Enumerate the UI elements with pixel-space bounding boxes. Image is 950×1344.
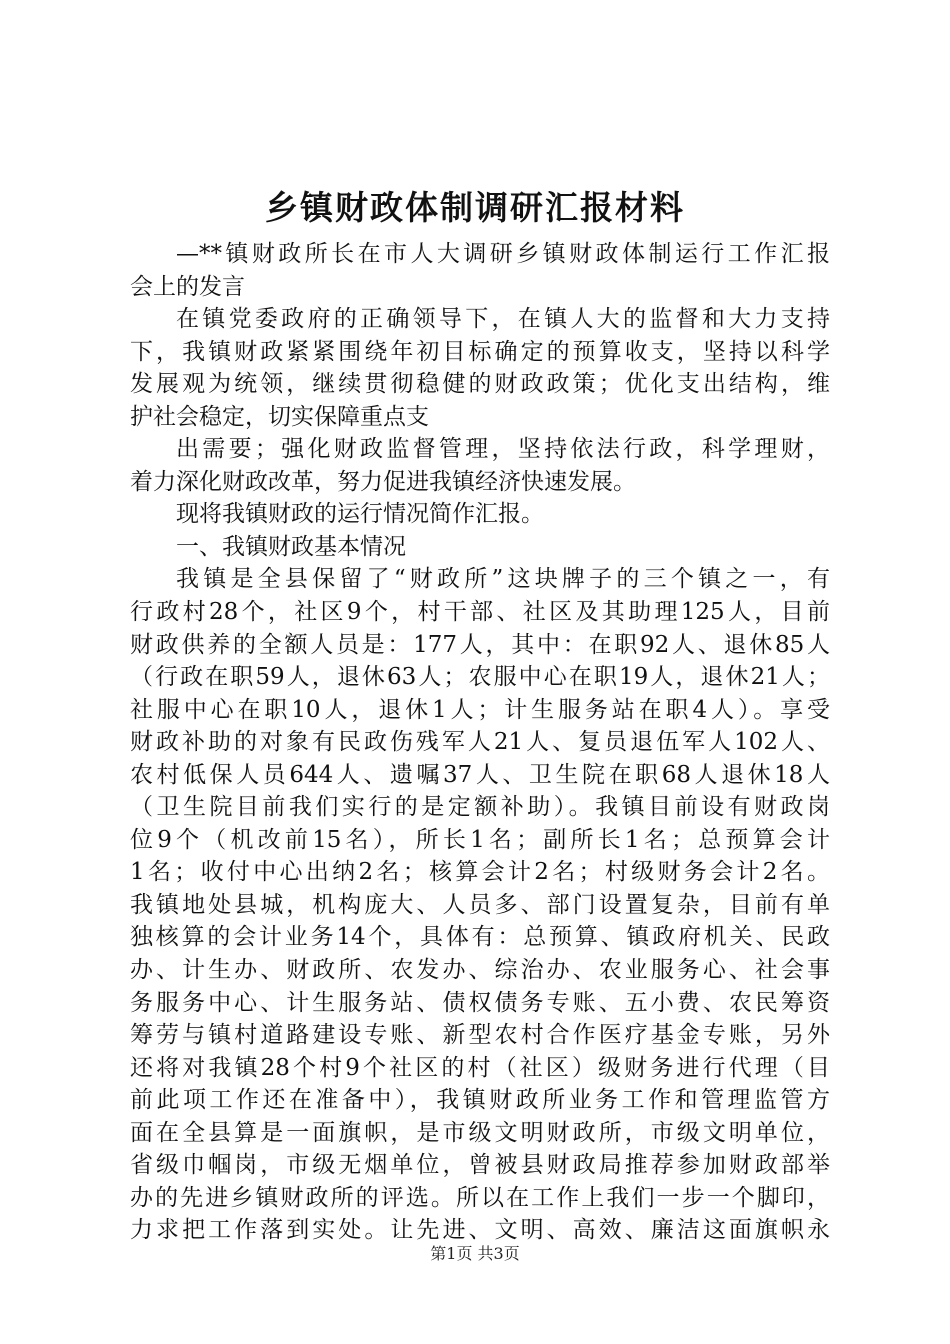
body-line: 下，我镇财政紧紧围绕年初目标确定的预算收支，坚持以科学: [130, 338, 830, 365]
body-line: （卫生院目前我们实行的是定额补助）。我镇目前设有财政岗: [130, 794, 830, 821]
document-body: [130, 238, 830, 1247]
body-line: 一、我镇财政基本情况: [176, 533, 406, 560]
body-line: 现将我镇财政的运行情况简作汇报。: [176, 501, 544, 528]
body-line: 位9个（机改前15名），所长1名；副所长1名；总预算会计: [130, 826, 830, 853]
body-line: 我镇地处县城，机构庞大、人员多、部门设置复杂，目前有单: [130, 891, 830, 918]
body-line: 筹劳与镇村道路建设专账、新型农村合作医疗基金专账，另外: [130, 1022, 830, 1049]
body-line: 办的先进乡镇财政所的评选。所以在工作上我们一步一个脚印，: [130, 1184, 830, 1211]
page-footer: 第1页 共3页: [430, 1244, 520, 1263]
body-line: 省级巾帼岗，市级无烟单位，曾被县财政局推荐参加财政部举: [130, 1152, 830, 1179]
body-line: 财政供养的全额人员是：177人，其中：在职92人、退休85人: [130, 631, 830, 658]
body-line: （行政在职59人，退休63人；农服中心在职19人，退休21人；: [130, 664, 830, 691]
body-line: 护社会稳定，切实保障重点支: [130, 403, 429, 430]
document-title: 乡镇财政体制调研汇报材料: [265, 188, 685, 227]
body-line: 独核算的会计业务14个，具体有：总预算、镇政府机关、民政: [130, 924, 830, 951]
body-line: 会上的发言: [130, 273, 245, 300]
body-line: 财政补助的对象有民政伤残军人21人、复员退伍军人102人、: [130, 729, 830, 756]
body-line: 在镇党委政府的正确领导下，在镇人大的监督和大力支持: [176, 306, 830, 333]
body-line: 还将对我镇28个村9个社区的村（社区）级财务进行代理（目: [130, 1054, 830, 1081]
body-line: 面在全县算是一面旗帜，是市级文明财政所，市级文明单位，: [130, 1119, 830, 1146]
body-line: 发展观为统领，继续贯彻稳健的财政政策；优化支出结构，维: [130, 371, 830, 398]
body-line: 出需要；强化财政监督管理，坚持依法行政，科学理财，: [176, 436, 830, 463]
body-line: 办、计生办、财政所、农发办、综治办、农业服务心、社会事: [130, 957, 830, 984]
body-line: 农村低保人员644人、遗嘱37人、卫生院在职68人退休18人: [130, 761, 830, 788]
body-line: 务服务中心、计生服务站、债权债务专账、五小费、农民筹资: [130, 989, 830, 1016]
body-line: —**镇财政所长在市人大调研乡镇财政体制运行工作汇报: [176, 241, 830, 267]
body-line: 我镇是全县保留了“财政所”这块牌子的三个镇之一，有: [176, 566, 830, 593]
body-line: 1名；收付中心出纳2名；核算会计2名；村级财务会计2名。: [130, 859, 830, 886]
body-line: 力求把工作落到实处。让先进、文明、高效、廉洁这面旗帜永: [130, 1217, 830, 1244]
body-line: 前此项工作还在准备中），我镇财政所业务工作和管理监管方: [130, 1087, 830, 1114]
body-line: 行政村28个，社区9个，村干部、社区及其助理125人，目前: [130, 599, 830, 626]
body-line: 着力深化财政改革，努力促进我镇经济快速发展。: [130, 468, 636, 495]
body-line: 社服中心在职10人，退休1人；计生服务站在职4人）。享受: [130, 696, 830, 723]
